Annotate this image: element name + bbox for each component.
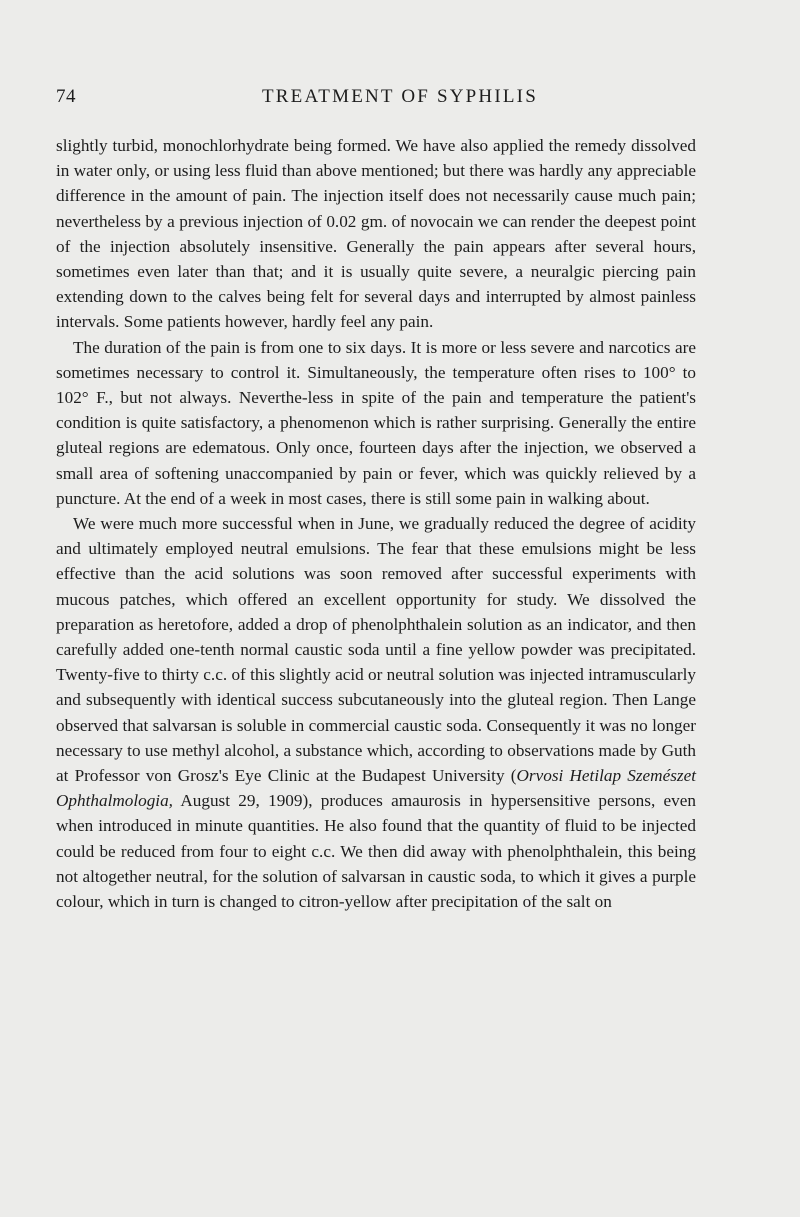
page-number: 74 (56, 86, 76, 107)
paragraph-3-text-after: August 29, 1909), produces amaurosis in hypersensitive persons, even when introduced in minute quantities. He also found that the quantity of fluid to be injected could be reduced from four to eight c.c. We then did away with phenolphthalein, this being not altogether neutral, for the solution of salvarsan in caustic soda, to which it gives a purple colour, which in turn is changed to citron-yellow after precipitation of the salt on (56, 791, 696, 912)
body-text (56, 133, 696, 914)
paragraph-1: slightly turbid, monochlorhydrate being formed. We have also applied the remedy dissolved in water only, or using less fluid than above mentioned; but there was hardly any appreciable difference in the amount of pain. The injection itself does not necessarily cause much pain; nevertheless by a previous injection of 0.02 gm. of novocain we can render the deepest point of the injection absolutely insensitive. Generally the pain appears after several hours, sometimes even later than that; and it is usually quite severe, a neuralgic piercing pain extending down to the calves being felt for several days and interrupted by almost painless intervals. Some patients however, hardly feel any pain. (56, 136, 696, 332)
paragraph-3 (56, 511, 696, 914)
running-title: TREATMENT OF SYPHILIS (262, 86, 538, 107)
page-header (56, 86, 696, 110)
paragraph-3-text-before: We were much more successful when in June, we gradually reduced the degree of acidity and ultimately employed neutral emulsions. The fear that these emulsions might be less effective than the acid solutions was soon removed after successful experiments with mucous patches, which offered an excellent opportunity for study. We dissolved the preparation as heretofore, added a drop of phenolphthalein solution as an indicator, and then carefully added one-tenth normal caustic soda until a fine yellow powder was precipitated. Twenty-five to thirty c.c. of this slightly acid or neutral solution was injected intramuscularly and subsequently with identical success subcutaneously into the gluteal region. Then Lange observed that salvarsan is soluble in commercial caustic soda. Consequently it was no longer necessary to use methyl alcohol, a substance which, according to observations made by Guth at Professor von Grosz's Eye Clinic at the Budapest University ( (56, 514, 696, 786)
paragraph-2: The duration of the pain is from one to six days. It is more or less severe and narcotics are sometimes necessary to control it. Simultaneously, the temperature often rises to 100° to 102° F., but not always. Neverthe-less in spite of the pain and temperature the patient's condition is quite satisfactory, a phenomenon which is rather surprising. Generally the entire gluteal regions are edematous. Only once, fourteen days after the injection, we observed a small area of softening unaccompanied by pain or fever, which was quickly relieved by a puncture. At the end of a week in most cases, there is still some pain in walking about. (56, 337, 696, 508)
journal-title: Orvosi Hetilap Szemészet Ophthalmologia, (56, 766, 697, 811)
